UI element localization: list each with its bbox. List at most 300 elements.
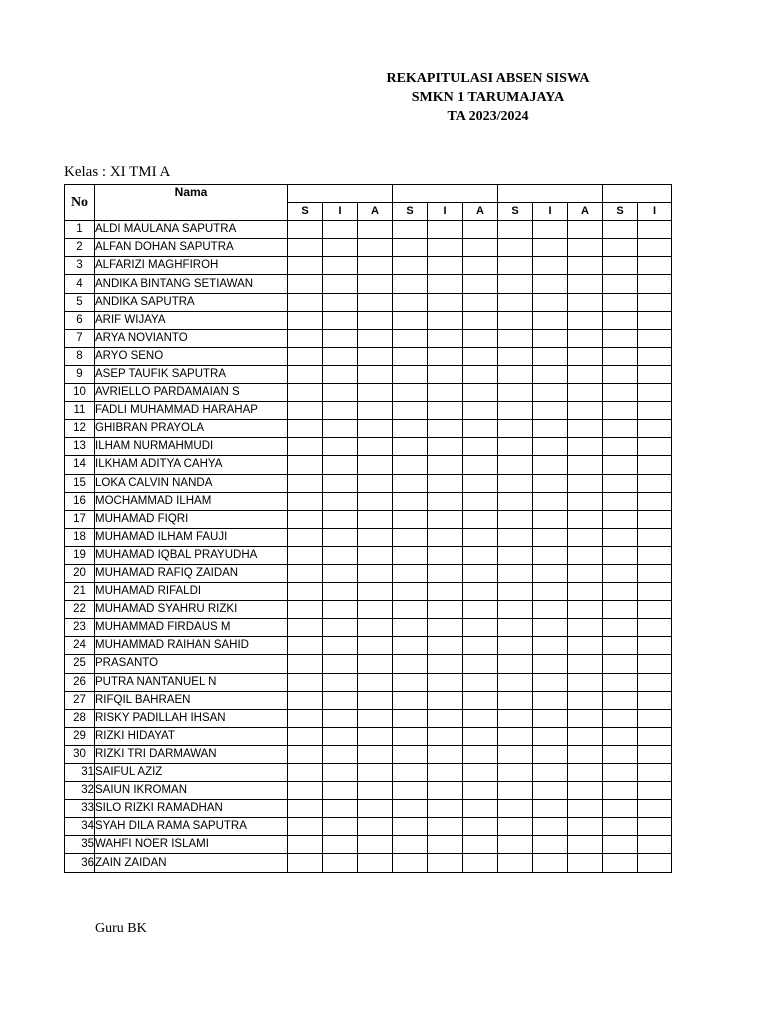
attendance-cell[interactable] [638, 691, 672, 709]
attendance-cell[interactable] [533, 709, 568, 727]
attendance-cell[interactable] [463, 854, 498, 872]
attendance-cell[interactable] [358, 456, 393, 474]
attendance-cell[interactable] [498, 836, 533, 854]
attendance-cell[interactable] [498, 402, 533, 420]
attendance-cell[interactable] [393, 546, 428, 564]
attendance-cell[interactable] [638, 673, 672, 691]
attendance-cell[interactable] [533, 727, 568, 745]
attendance-cell[interactable] [358, 836, 393, 854]
attendance-cell[interactable] [638, 745, 672, 763]
attendance-cell[interactable] [288, 546, 323, 564]
attendance-cell[interactable] [323, 456, 358, 474]
attendance-cell[interactable] [288, 619, 323, 637]
attendance-cell[interactable] [463, 546, 498, 564]
attendance-cell[interactable] [498, 546, 533, 564]
attendance-cell[interactable] [288, 836, 323, 854]
attendance-cell[interactable] [393, 691, 428, 709]
attendance-cell[interactable] [288, 854, 323, 872]
attendance-cell[interactable] [428, 384, 463, 402]
attendance-cell[interactable] [603, 239, 638, 257]
attendance-cell[interactable] [463, 800, 498, 818]
attendance-cell[interactable] [498, 474, 533, 492]
attendance-cell[interactable] [568, 546, 603, 564]
attendance-cell[interactable] [498, 800, 533, 818]
attendance-cell[interactable] [323, 510, 358, 528]
attendance-cell[interactable] [568, 637, 603, 655]
attendance-cell[interactable] [568, 854, 603, 872]
attendance-cell[interactable] [288, 782, 323, 800]
attendance-cell[interactable] [638, 402, 672, 420]
attendance-cell[interactable] [498, 456, 533, 474]
attendance-cell[interactable] [358, 510, 393, 528]
attendance-cell[interactable] [323, 474, 358, 492]
attendance-cell[interactable] [323, 221, 358, 239]
attendance-cell[interactable] [638, 492, 672, 510]
attendance-cell[interactable] [323, 384, 358, 402]
attendance-cell[interactable] [533, 691, 568, 709]
attendance-cell[interactable] [393, 275, 428, 293]
attendance-cell[interactable] [568, 583, 603, 601]
attendance-cell[interactable] [428, 474, 463, 492]
attendance-cell[interactable] [533, 583, 568, 601]
attendance-cell[interactable] [568, 673, 603, 691]
attendance-cell[interactable] [358, 311, 393, 329]
attendance-cell[interactable] [638, 619, 672, 637]
attendance-cell[interactable] [358, 257, 393, 275]
attendance-cell[interactable] [428, 546, 463, 564]
attendance-cell[interactable] [568, 438, 603, 456]
attendance-cell[interactable] [498, 221, 533, 239]
attendance-cell[interactable] [323, 836, 358, 854]
attendance-cell[interactable] [568, 239, 603, 257]
attendance-cell[interactable] [358, 619, 393, 637]
attendance-cell[interactable] [568, 384, 603, 402]
attendance-cell[interactable] [288, 601, 323, 619]
attendance-cell[interactable] [393, 474, 428, 492]
attendance-cell[interactable] [603, 420, 638, 438]
attendance-cell[interactable] [428, 438, 463, 456]
attendance-cell[interactable] [393, 673, 428, 691]
attendance-cell[interactable] [358, 709, 393, 727]
attendance-cell[interactable] [288, 347, 323, 365]
attendance-cell[interactable] [323, 782, 358, 800]
attendance-cell[interactable] [288, 257, 323, 275]
attendance-cell[interactable] [463, 221, 498, 239]
attendance-cell[interactable] [603, 329, 638, 347]
attendance-cell[interactable] [323, 546, 358, 564]
attendance-cell[interactable] [358, 474, 393, 492]
attendance-cell[interactable] [603, 727, 638, 745]
attendance-cell[interactable] [323, 709, 358, 727]
attendance-cell[interactable] [498, 764, 533, 782]
attendance-cell[interactable] [568, 727, 603, 745]
attendance-cell[interactable] [428, 257, 463, 275]
attendance-cell[interactable] [533, 474, 568, 492]
attendance-cell[interactable] [358, 673, 393, 691]
attendance-cell[interactable] [533, 365, 568, 383]
attendance-cell[interactable] [638, 764, 672, 782]
attendance-cell[interactable] [428, 564, 463, 582]
attendance-cell[interactable] [638, 384, 672, 402]
attendance-cell[interactable] [393, 727, 428, 745]
attendance-cell[interactable] [533, 420, 568, 438]
attendance-cell[interactable] [463, 818, 498, 836]
attendance-cell[interactable] [568, 655, 603, 673]
attendance-cell[interactable] [603, 492, 638, 510]
attendance-cell[interactable] [358, 564, 393, 582]
attendance-cell[interactable] [288, 420, 323, 438]
attendance-cell[interactable] [393, 420, 428, 438]
attendance-cell[interactable] [428, 456, 463, 474]
attendance-cell[interactable] [428, 510, 463, 528]
attendance-cell[interactable] [533, 221, 568, 239]
attendance-cell[interactable] [463, 257, 498, 275]
attendance-cell[interactable] [358, 384, 393, 402]
attendance-cell[interactable] [288, 492, 323, 510]
attendance-cell[interactable] [603, 257, 638, 275]
attendance-cell[interactable] [498, 673, 533, 691]
attendance-cell[interactable] [428, 836, 463, 854]
attendance-cell[interactable] [498, 564, 533, 582]
attendance-cell[interactable] [498, 239, 533, 257]
attendance-cell[interactable] [393, 782, 428, 800]
attendance-cell[interactable] [533, 619, 568, 637]
attendance-cell[interactable] [393, 709, 428, 727]
attendance-cell[interactable] [498, 854, 533, 872]
attendance-cell[interactable] [498, 655, 533, 673]
attendance-cell[interactable] [533, 601, 568, 619]
attendance-cell[interactable] [638, 257, 672, 275]
attendance-cell[interactable] [638, 601, 672, 619]
attendance-cell[interactable] [358, 764, 393, 782]
attendance-cell[interactable] [603, 293, 638, 311]
attendance-cell[interactable] [428, 691, 463, 709]
attendance-cell[interactable] [288, 438, 323, 456]
attendance-cell[interactable] [463, 583, 498, 601]
attendance-cell[interactable] [568, 420, 603, 438]
attendance-cell[interactable] [393, 257, 428, 275]
attendance-cell[interactable] [498, 745, 533, 763]
attendance-cell[interactable] [638, 510, 672, 528]
attendance-cell[interactable] [498, 782, 533, 800]
attendance-cell[interactable] [568, 564, 603, 582]
attendance-cell[interactable] [638, 329, 672, 347]
attendance-cell[interactable] [428, 637, 463, 655]
attendance-cell[interactable] [638, 438, 672, 456]
attendance-cell[interactable] [288, 583, 323, 601]
attendance-cell[interactable] [428, 782, 463, 800]
attendance-cell[interactable] [498, 257, 533, 275]
attendance-cell[interactable] [358, 365, 393, 383]
attendance-cell[interactable] [568, 528, 603, 546]
attendance-cell[interactable] [533, 800, 568, 818]
attendance-cell[interactable] [323, 745, 358, 763]
attendance-cell[interactable] [463, 402, 498, 420]
attendance-cell[interactable] [463, 637, 498, 655]
attendance-cell[interactable] [393, 510, 428, 528]
attendance-cell[interactable] [288, 293, 323, 311]
attendance-cell[interactable] [393, 655, 428, 673]
attendance-cell[interactable] [393, 528, 428, 546]
attendance-cell[interactable] [428, 764, 463, 782]
attendance-cell[interactable] [428, 709, 463, 727]
attendance-cell[interactable] [463, 347, 498, 365]
attendance-cell[interactable] [323, 528, 358, 546]
attendance-cell[interactable] [393, 836, 428, 854]
attendance-cell[interactable] [288, 311, 323, 329]
attendance-cell[interactable] [323, 619, 358, 637]
attendance-cell[interactable] [323, 402, 358, 420]
attendance-cell[interactable] [533, 456, 568, 474]
attendance-cell[interactable] [393, 365, 428, 383]
attendance-cell[interactable] [393, 438, 428, 456]
attendance-cell[interactable] [498, 709, 533, 727]
attendance-cell[interactable] [288, 474, 323, 492]
attendance-cell[interactable] [498, 818, 533, 836]
attendance-cell[interactable] [288, 221, 323, 239]
attendance-cell[interactable] [603, 782, 638, 800]
attendance-cell[interactable] [603, 583, 638, 601]
attendance-cell[interactable] [568, 818, 603, 836]
attendance-cell[interactable] [288, 727, 323, 745]
attendance-cell[interactable] [393, 601, 428, 619]
attendance-cell[interactable] [463, 655, 498, 673]
attendance-cell[interactable] [323, 365, 358, 383]
attendance-cell[interactable] [568, 492, 603, 510]
attendance-cell[interactable] [428, 818, 463, 836]
attendance-cell[interactable] [533, 510, 568, 528]
attendance-cell[interactable] [428, 275, 463, 293]
attendance-cell[interactable] [428, 329, 463, 347]
attendance-cell[interactable] [568, 745, 603, 763]
attendance-cell[interactable] [358, 601, 393, 619]
attendance-cell[interactable] [533, 275, 568, 293]
attendance-cell[interactable] [533, 492, 568, 510]
attendance-cell[interactable] [428, 221, 463, 239]
attendance-cell[interactable] [323, 655, 358, 673]
attendance-cell[interactable] [533, 402, 568, 420]
attendance-cell[interactable] [428, 655, 463, 673]
attendance-cell[interactable] [603, 691, 638, 709]
attendance-cell[interactable] [323, 311, 358, 329]
attendance-cell[interactable] [603, 221, 638, 239]
attendance-cell[interactable] [288, 673, 323, 691]
attendance-cell[interactable] [603, 601, 638, 619]
attendance-cell[interactable] [533, 564, 568, 582]
attendance-cell[interactable] [428, 239, 463, 257]
attendance-cell[interactable] [498, 438, 533, 456]
attendance-cell[interactable] [568, 293, 603, 311]
attendance-cell[interactable] [603, 474, 638, 492]
attendance-cell[interactable] [288, 818, 323, 836]
attendance-cell[interactable] [638, 347, 672, 365]
attendance-cell[interactable] [638, 854, 672, 872]
attendance-cell[interactable] [393, 619, 428, 637]
attendance-cell[interactable] [393, 402, 428, 420]
attendance-cell[interactable] [288, 800, 323, 818]
attendance-cell[interactable] [358, 583, 393, 601]
attendance-cell[interactable] [533, 782, 568, 800]
attendance-cell[interactable] [288, 637, 323, 655]
attendance-cell[interactable] [568, 365, 603, 383]
attendance-cell[interactable] [603, 438, 638, 456]
attendance-cell[interactable] [568, 764, 603, 782]
attendance-cell[interactable] [358, 782, 393, 800]
attendance-cell[interactable] [463, 709, 498, 727]
attendance-cell[interactable] [533, 293, 568, 311]
attendance-cell[interactable] [568, 347, 603, 365]
attendance-cell[interactable] [288, 510, 323, 528]
attendance-cell[interactable] [463, 764, 498, 782]
attendance-cell[interactable] [288, 528, 323, 546]
attendance-cell[interactable] [533, 311, 568, 329]
attendance-cell[interactable] [568, 836, 603, 854]
attendance-cell[interactable] [603, 546, 638, 564]
attendance-cell[interactable] [638, 239, 672, 257]
attendance-cell[interactable] [393, 800, 428, 818]
attendance-cell[interactable] [393, 221, 428, 239]
attendance-cell[interactable] [393, 492, 428, 510]
attendance-cell[interactable] [638, 221, 672, 239]
attendance-cell[interactable] [638, 709, 672, 727]
attendance-cell[interactable] [568, 510, 603, 528]
attendance-cell[interactable] [533, 764, 568, 782]
attendance-cell[interactable] [288, 365, 323, 383]
attendance-cell[interactable] [393, 293, 428, 311]
attendance-cell[interactable] [603, 637, 638, 655]
attendance-cell[interactable] [463, 727, 498, 745]
attendance-cell[interactable] [288, 691, 323, 709]
attendance-cell[interactable] [603, 456, 638, 474]
attendance-cell[interactable] [498, 727, 533, 745]
attendance-cell[interactable] [288, 329, 323, 347]
attendance-cell[interactable] [568, 691, 603, 709]
attendance-cell[interactable] [463, 492, 498, 510]
attendance-cell[interactable] [603, 709, 638, 727]
attendance-cell[interactable] [568, 800, 603, 818]
attendance-cell[interactable] [533, 673, 568, 691]
attendance-cell[interactable] [463, 564, 498, 582]
attendance-cell[interactable] [393, 564, 428, 582]
attendance-cell[interactable] [463, 420, 498, 438]
attendance-cell[interactable] [498, 492, 533, 510]
attendance-cell[interactable] [638, 655, 672, 673]
attendance-cell[interactable] [638, 782, 672, 800]
attendance-cell[interactable] [498, 583, 533, 601]
attendance-cell[interactable] [533, 347, 568, 365]
attendance-cell[interactable] [288, 239, 323, 257]
attendance-cell[interactable] [463, 438, 498, 456]
attendance-cell[interactable] [568, 601, 603, 619]
attendance-cell[interactable] [288, 709, 323, 727]
attendance-cell[interactable] [393, 818, 428, 836]
attendance-cell[interactable] [603, 510, 638, 528]
attendance-cell[interactable] [603, 673, 638, 691]
attendance-cell[interactable] [323, 583, 358, 601]
attendance-cell[interactable] [463, 745, 498, 763]
attendance-cell[interactable] [533, 438, 568, 456]
attendance-cell[interactable] [638, 727, 672, 745]
attendance-cell[interactable] [533, 546, 568, 564]
attendance-cell[interactable] [358, 655, 393, 673]
attendance-cell[interactable] [498, 275, 533, 293]
attendance-cell[interactable] [428, 402, 463, 420]
attendance-cell[interactable] [498, 311, 533, 329]
attendance-cell[interactable] [533, 239, 568, 257]
attendance-cell[interactable] [568, 329, 603, 347]
attendance-cell[interactable] [393, 239, 428, 257]
attendance-cell[interactable] [323, 329, 358, 347]
attendance-cell[interactable] [428, 601, 463, 619]
attendance-cell[interactable] [638, 311, 672, 329]
attendance-cell[interactable] [533, 745, 568, 763]
attendance-cell[interactable] [323, 293, 358, 311]
attendance-cell[interactable] [393, 456, 428, 474]
attendance-cell[interactable] [498, 329, 533, 347]
attendance-cell[interactable] [568, 456, 603, 474]
attendance-cell[interactable] [568, 221, 603, 239]
attendance-cell[interactable] [393, 764, 428, 782]
attendance-cell[interactable] [463, 474, 498, 492]
attendance-cell[interactable] [498, 347, 533, 365]
attendance-cell[interactable] [638, 420, 672, 438]
attendance-cell[interactable] [323, 492, 358, 510]
attendance-cell[interactable] [498, 510, 533, 528]
attendance-cell[interactable] [638, 474, 672, 492]
attendance-cell[interactable] [358, 329, 393, 347]
attendance-cell[interactable] [428, 673, 463, 691]
attendance-cell[interactable] [323, 727, 358, 745]
attendance-cell[interactable] [498, 637, 533, 655]
attendance-cell[interactable] [288, 275, 323, 293]
attendance-cell[interactable] [463, 782, 498, 800]
attendance-cell[interactable] [393, 329, 428, 347]
attendance-cell[interactable] [638, 528, 672, 546]
attendance-cell[interactable] [358, 818, 393, 836]
attendance-cell[interactable] [463, 619, 498, 637]
attendance-cell[interactable] [428, 311, 463, 329]
attendance-cell[interactable] [568, 257, 603, 275]
attendance-cell[interactable] [498, 601, 533, 619]
attendance-cell[interactable] [568, 474, 603, 492]
attendance-cell[interactable] [323, 601, 358, 619]
attendance-cell[interactable] [463, 275, 498, 293]
attendance-cell[interactable] [638, 583, 672, 601]
attendance-cell[interactable] [358, 239, 393, 257]
attendance-cell[interactable] [323, 347, 358, 365]
attendance-cell[interactable] [533, 329, 568, 347]
attendance-cell[interactable] [603, 818, 638, 836]
attendance-cell[interactable] [638, 637, 672, 655]
attendance-cell[interactable] [603, 764, 638, 782]
attendance-cell[interactable] [323, 564, 358, 582]
attendance-cell[interactable] [323, 764, 358, 782]
attendance-cell[interactable] [638, 456, 672, 474]
attendance-cell[interactable] [463, 293, 498, 311]
attendance-cell[interactable] [358, 420, 393, 438]
attendance-cell[interactable] [428, 347, 463, 365]
attendance-cell[interactable] [393, 854, 428, 872]
attendance-cell[interactable] [603, 655, 638, 673]
attendance-cell[interactable] [288, 564, 323, 582]
attendance-cell[interactable] [288, 384, 323, 402]
attendance-cell[interactable] [463, 510, 498, 528]
attendance-cell[interactable] [358, 546, 393, 564]
attendance-cell[interactable] [428, 420, 463, 438]
attendance-cell[interactable] [323, 691, 358, 709]
attendance-cell[interactable] [568, 275, 603, 293]
attendance-cell[interactable] [288, 764, 323, 782]
